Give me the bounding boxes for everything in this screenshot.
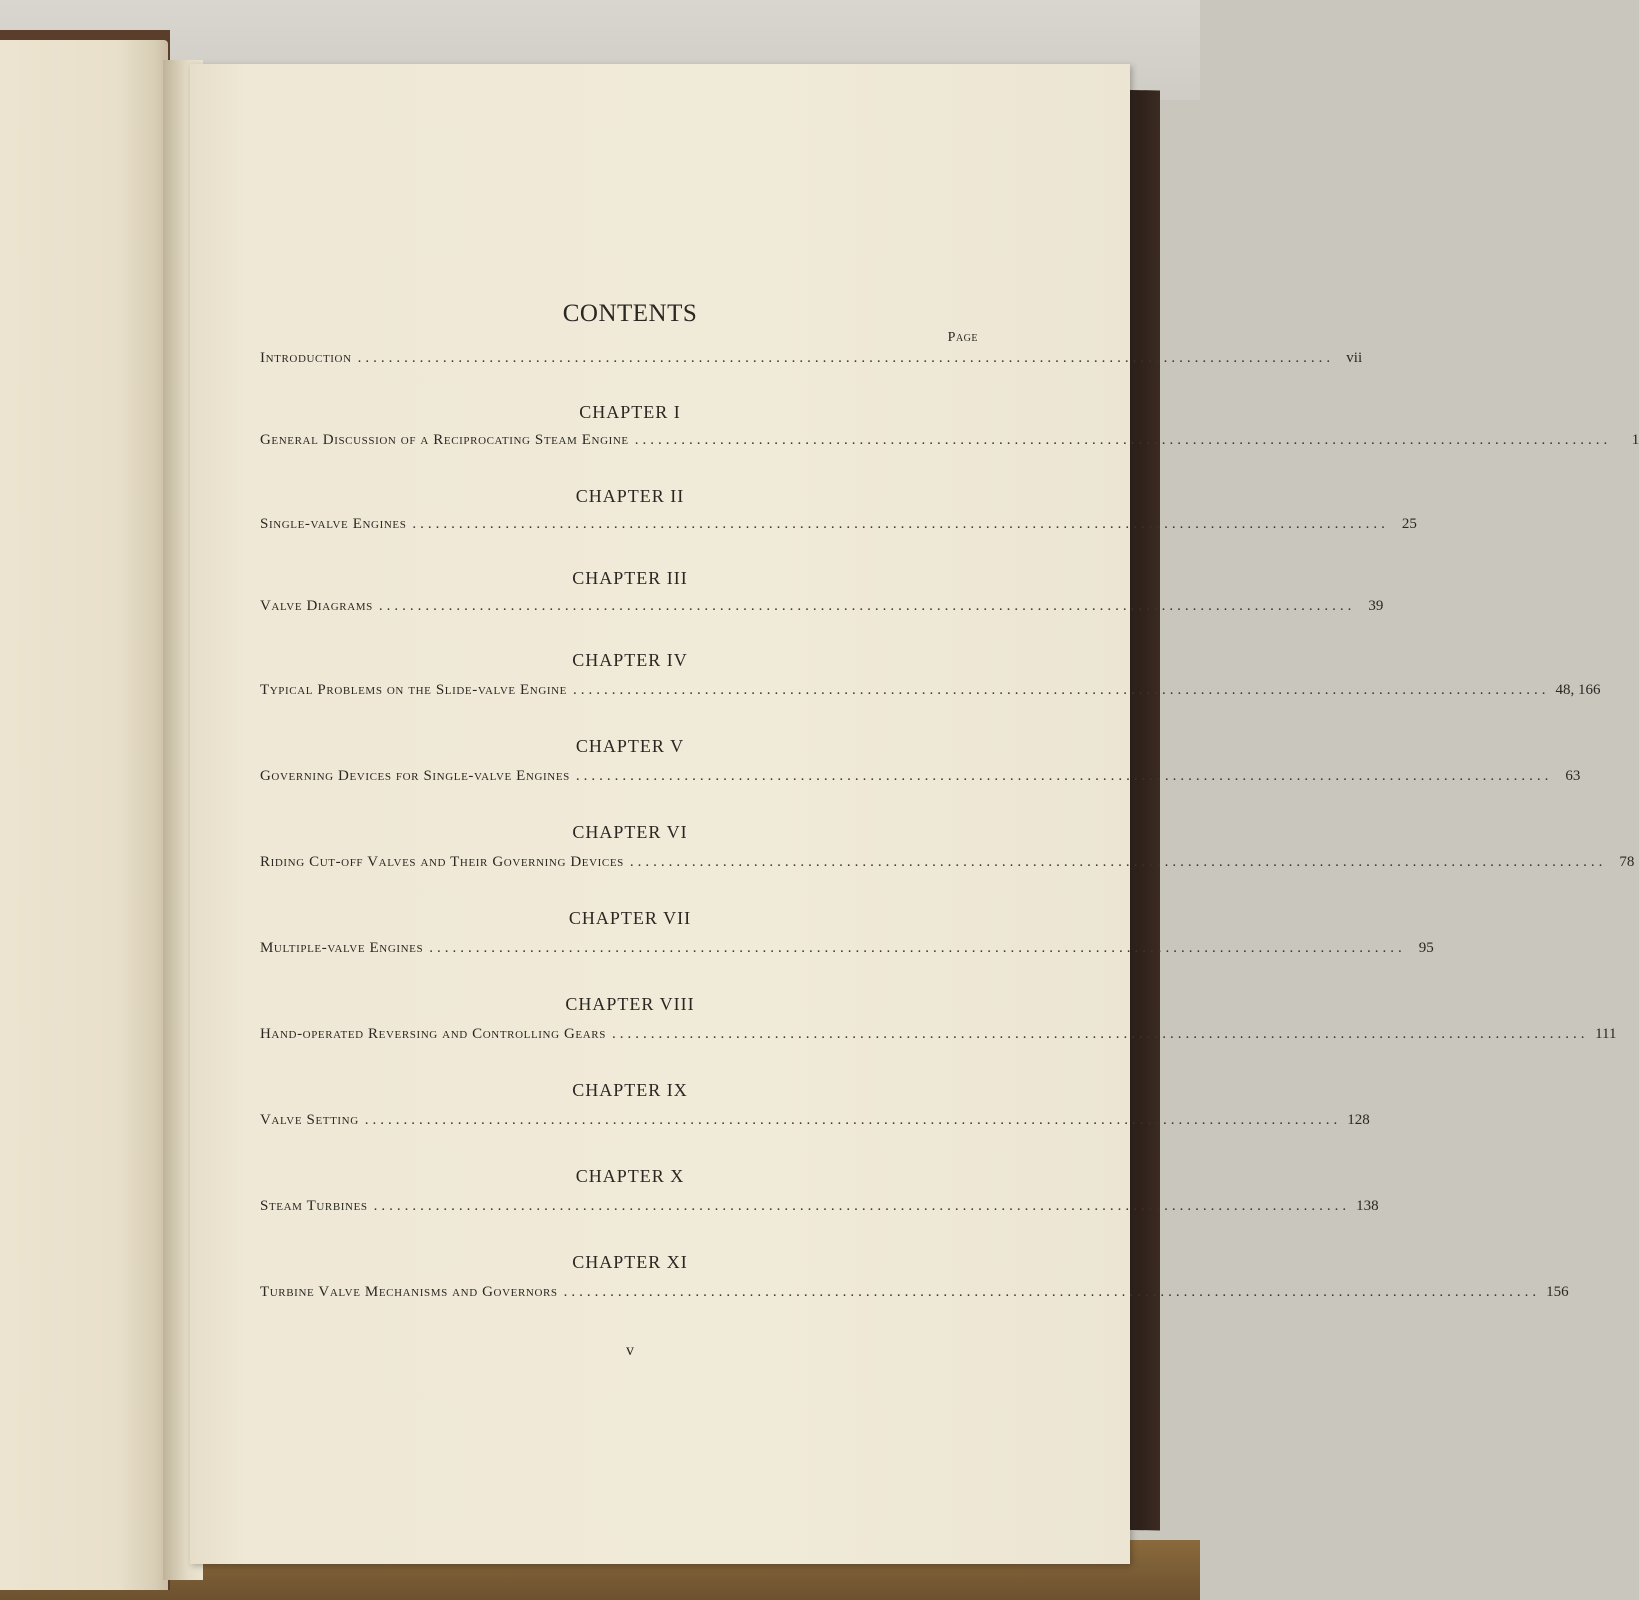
chapter-heading: CHAPTER V [575,736,685,756]
chapter-heading: CHAPTER IX [572,1080,688,1100]
entry-page-number: 39 [1368,598,1384,614]
entry-page-number: vii [1346,350,1363,366]
entry-title: Hand-operated Reversing and Controlling Gears [260,1026,606,1042]
toc-entry [260,1198,1379,1220]
toc-entry-introduction [260,350,1363,372]
dot-leader: .............................................................................................................................. [412,516,1389,532]
dot-leader: .............................................................................................................................. [634,432,1612,448]
entry-title: Steam Turbines [260,1198,368,1214]
entry-page-number: 78 [1619,854,1635,870]
chapter-heading: CHAPTER X [575,1166,685,1186]
toc-entry [260,516,1417,538]
toc-entry [260,1112,1370,1134]
page-column-label: Page [947,330,978,345]
toc-entry [260,682,1601,704]
entry-title: Valve Diagrams [260,598,373,614]
entry-title: General Discussion of a Reciprocating Steam Engine [260,432,629,448]
chapter-heading: CHAPTER I [579,402,681,422]
dot-leader: .............................................................................................................................. [429,940,1406,956]
chapter-heading: CHAPTER IV [572,650,688,670]
entry-page-number: 156 [1546,1284,1569,1300]
entry-page-number: 63 [1565,768,1581,784]
entry-title: Valve Setting [260,1112,359,1128]
entry-title: Turbine Valve Mechanisms and Governors [260,1284,558,1300]
entry-title: Riding Cut-off Valves and Their Governing Devices [260,854,624,870]
entry-title: Single-valve Engines [260,516,407,532]
dot-leader: .............................................................................................................................. [378,598,1356,614]
entry-title: Governing Devices for Single-valve Engines [260,768,570,784]
entry-page-number: 111 [1595,1026,1617,1042]
chapter-heading: CHAPTER VII [568,908,692,928]
toc-entry [260,768,1581,790]
toc-entry [260,1026,1617,1048]
entry-page-number: 128 [1347,1112,1370,1128]
dot-leader: .............................................................................................................................. [629,854,1607,870]
chapter-heading: CHAPTER VIII [565,994,695,1014]
dot-leader: .............................................................................................................................. [573,682,1550,698]
chapter-heading: CHAPTER VI [572,822,688,842]
entry-page-number: 1 [1631,432,1639,448]
entry-title: Multiple-valve Engines [260,940,424,956]
entry-title: Introduction [260,350,352,366]
dot-leader: .............................................................................................................................. [563,1284,1541,1300]
chapter-heading: CHAPTER III [572,568,688,588]
chapter-heading: CHAPTER II [575,486,685,506]
toc-entry [260,854,1635,876]
page-folio: v [626,1342,634,1359]
toc-entry [260,432,1639,454]
dot-leader: .............................................................................................................................. [364,1112,1342,1128]
entry-page-number: 48, 166 [1555,682,1601,698]
chapter-heading: CHAPTER XI [572,1252,688,1272]
entry-page-number: 138 [1356,1198,1379,1214]
toc-entry [260,940,1434,962]
left-blank-page [0,40,168,1590]
toc-entry [260,598,1384,620]
entry-page-number: 25 [1401,516,1417,532]
dot-leader: .............................................................................................................................. [611,1026,1589,1042]
toc-entry [260,1284,1569,1306]
dot-leader: .............................................................................................................................. [373,1198,1351,1214]
contents-page [190,64,1130,1564]
entry-title: Typical Problems on the Slide-valve Engine [260,682,568,698]
page-title: CONTENTS [562,300,698,327]
dot-leader: .............................................................................................................................. [357,350,1335,366]
entry-page-number: 95 [1418,940,1434,956]
dot-leader: .............................................................................................................................. [575,768,1553,784]
